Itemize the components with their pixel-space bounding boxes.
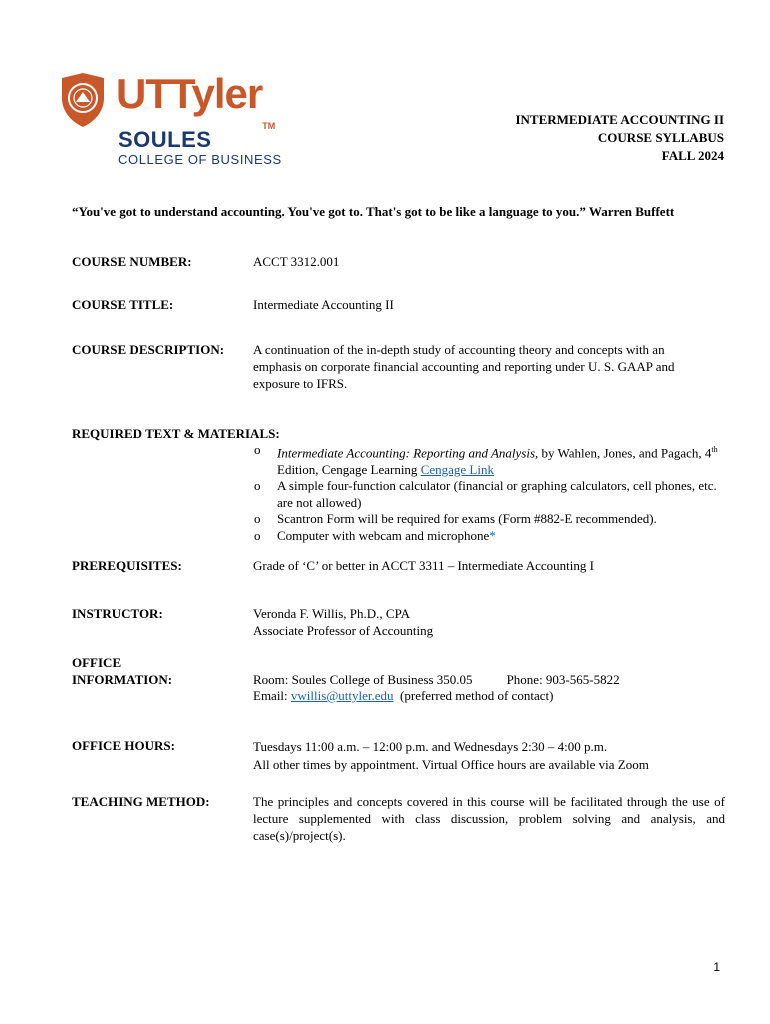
college-name: COLLEGE OF BUSINESS	[118, 152, 282, 167]
office-hours-label: OFFICE HOURS:	[72, 738, 175, 753]
teaching-method-value: The principles and concepts covered in this course will be facilitated through the use of lecture supplemented with class discussion, problem solving and analysis, and case(s)/project(s).	[253, 794, 725, 843]
shield-emblem-icon	[58, 72, 108, 128]
course-title-label: COURSE TITLE:	[72, 297, 174, 312]
page-number: 1	[713, 960, 720, 974]
office-room: Room: Soules College of Business 350.05	[253, 672, 473, 687]
course-number-label: COURSE NUMBER:	[72, 254, 192, 269]
office-hours-line1: Tuesdays 11:00 a.m. – 12:00 p.m. and Wednesdays 2:30 – 4:00 p.m.	[253, 739, 608, 754]
email-link[interactable]: vwillis@uttyler.edu	[290, 688, 394, 703]
course-description-label: COURSE DESCRIPTION:	[72, 342, 225, 357]
office-room-phone	[253, 671, 725, 688]
teaching-method-label: TEACHING METHOD:	[72, 794, 210, 809]
list-item: o A simple four-function calculator (financial or graphing calculators, cell phones, etc. are not allowed)	[254, 478, 717, 510]
term: FALL 2024	[661, 148, 724, 163]
document-type: COURSE SYLLABUS	[597, 130, 724, 145]
office-email-line: Email: vwillis@uttyler.edu (preferred method of contact)	[253, 688, 554, 703]
prerequisites-label: PREREQUISITES:	[72, 558, 182, 573]
course-description-value: A continuation of the in-depth study of accounting theory and concepts with an emphasis on corporate financial accounting and reporting under U. S. GAAP and exposure to IFRS.	[253, 342, 675, 391]
course-title-value: Intermediate Accounting II	[253, 297, 394, 312]
prerequisites-value: Grade of ‘C’ or better in ACCT 3311 – Intermediate Accounting I	[253, 558, 594, 573]
course-number-value: ACCT 3312.001	[253, 254, 340, 269]
ut-tyler-wordmark: UTTyler™	[116, 70, 276, 131]
school-name: SOULES	[118, 127, 212, 152]
syllabus-header	[515, 111, 724, 165]
list-item: o Computer with webcam and microphone*	[254, 527, 496, 543]
cengage-link[interactable]: Cengage Link	[420, 461, 494, 477]
list-item: o Intermediate Accounting: Reporting and Analysis, by Wahlen, Jones, and Pagach, 4th Edition, Cengage Learning Cengage Link	[254, 442, 718, 477]
office-phone: Phone: 903-565-5822	[506, 672, 620, 687]
textbook-title: Intermediate Accounting: Reporting and Analysis,	[277, 445, 539, 461]
office-info-label: OFFICE INFORMATION:	[72, 655, 173, 687]
materials-list	[253, 442, 725, 544]
quote: “You've got to understand accounting. You've got to. That's got to be like a language to you.” Warren Buffett	[72, 204, 675, 219]
instructor-label: INSTRUCTOR:	[72, 606, 163, 621]
list-item: o Scantron Form will be required for exams (Form #882-E recommended).	[254, 511, 657, 527]
trademark-mark: TM	[262, 121, 276, 131]
footnote-asterisk[interactable]: *	[489, 527, 496, 543]
instructor-name: Veronda F. Willis, Ph.D., CPA	[253, 606, 410, 621]
materials-label: REQUIRED TEXT & MATERIALS:	[72, 426, 280, 441]
ut-tyler-soules-logo	[58, 70, 298, 170]
course-heading: INTERMEDIATE ACCOUNTING II	[515, 112, 724, 127]
office-hours-line2: All other times by appointment. Virtual Office hours are available via Zoom	[253, 757, 649, 772]
instructor-title: Associate Professor of Accounting	[253, 623, 434, 638]
